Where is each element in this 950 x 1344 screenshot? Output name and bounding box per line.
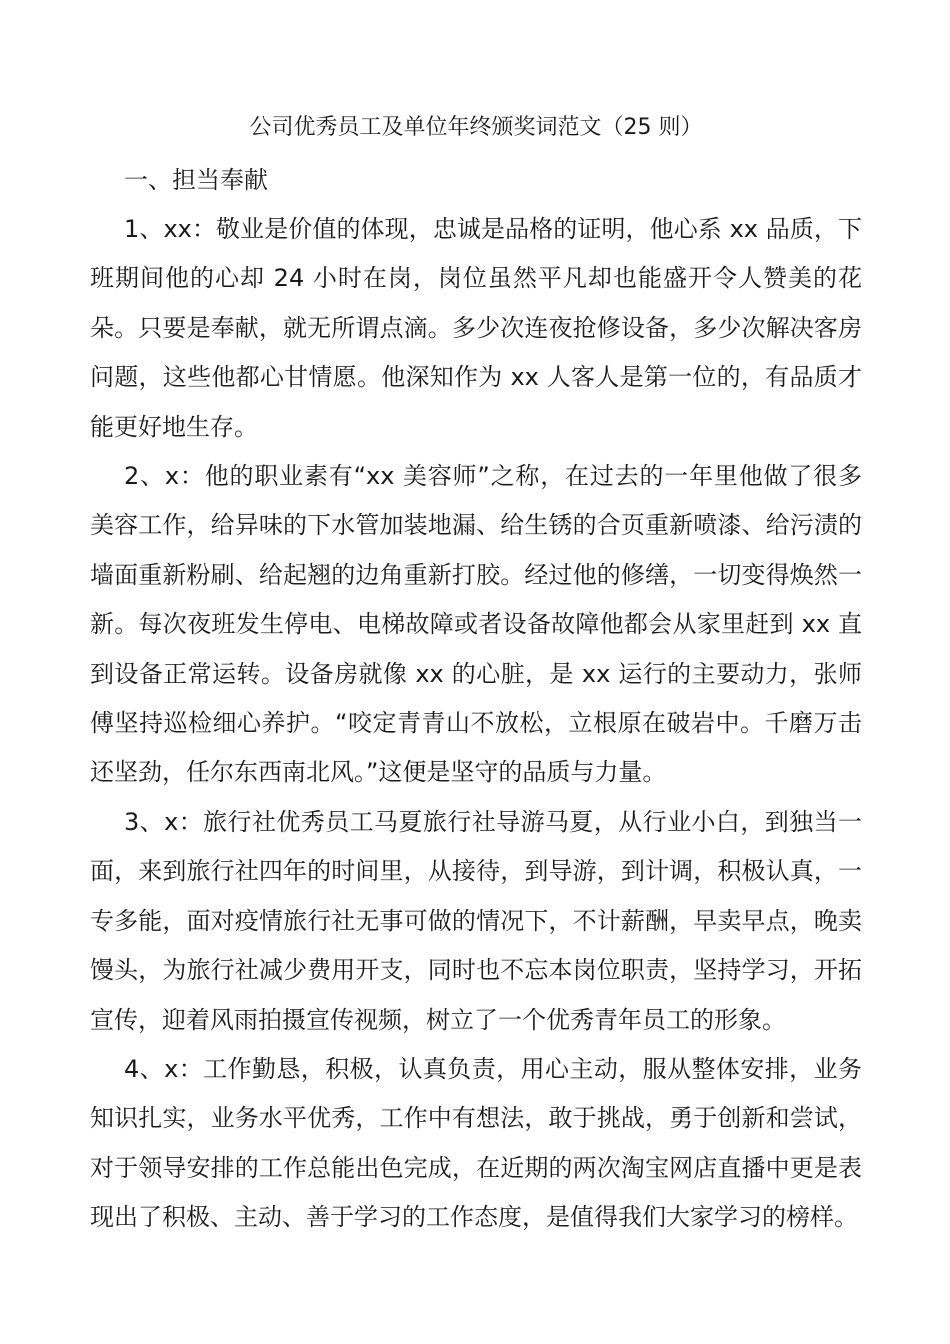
document-page [90, 100, 862, 1243]
document-title: 公司优秀员工及单位年终颁奖词范文（25 则） [249, 115, 703, 140]
paragraph-3: 3、x：旅行社优秀员工马夏旅行社导游马夏，从行业小白，到独当一面，来到旅行社四年的时间里，从接待，到导游，到计调，积极认真，一专多能，面对疫情旅行社无事可做的情况下，不计薪酬，早卖早点，晚卖馒头，为旅行社减少费用开支，同时也不忘本岗位职责，坚持学习，开拓宣传，迎着风雨拍摄宣传视频，树立了一个优秀青年员工的形象。 [90, 807, 862, 1034]
paragraph-4: 4、x：工作勤恳，积极，认真负责，用心主动，服从整体安排，业务知识扎实，业务水平优秀，工作中有想法，敢于挑战，勇于创新和尝试，对于领导安排的工作总能出色完成，在近期的两次淘宝网店直播中更是表现出了积极、主动、善于学习的工作态度，是值得我们大家学习的榜样。 [90, 1054, 862, 1232]
section-heading: 一、担当奉献 [124, 166, 268, 194]
paragraph-2: 2、x：他的职业素有“xx 美容师”之称，在过去的一年里他做了很多美容工作，给异味的下水管加装地漏、给生锈的合页重新喷漆、给污渍的墙面重新粉刷、给起翘的边角重新打胶。经过他的修缮，一切变得焕然一新。每次夜班发生停电、电梯故障或者设备故障他都会从家里赶到 xx 直到设备正常运转。设备房就像 xx 的心脏，是 xx 运行的主要动力，张师傅坚持巡检细心养护。“咬定青青山不放松，立根原在破岩中。千磨万击还坚劲，任尔东西南北风。”这便是坚守的品质与力量。 [90, 462, 862, 787]
paragraph-1: 1、xx：敬业是价值的体现，忠诚是品格的证明，他心系 xx 品质，下班期间他的心却 24 小时在岗，岗位虽然平凡却也能盛开令人赞美的花朵。只要是奉献，就无所谓点滴。多少次连夜抢修设备，多少次解决客房问题，这些他都心甘情愿。他深知作为 xx 人客人是第一位的，有品质才能更好地生存。 [90, 215, 862, 441]
